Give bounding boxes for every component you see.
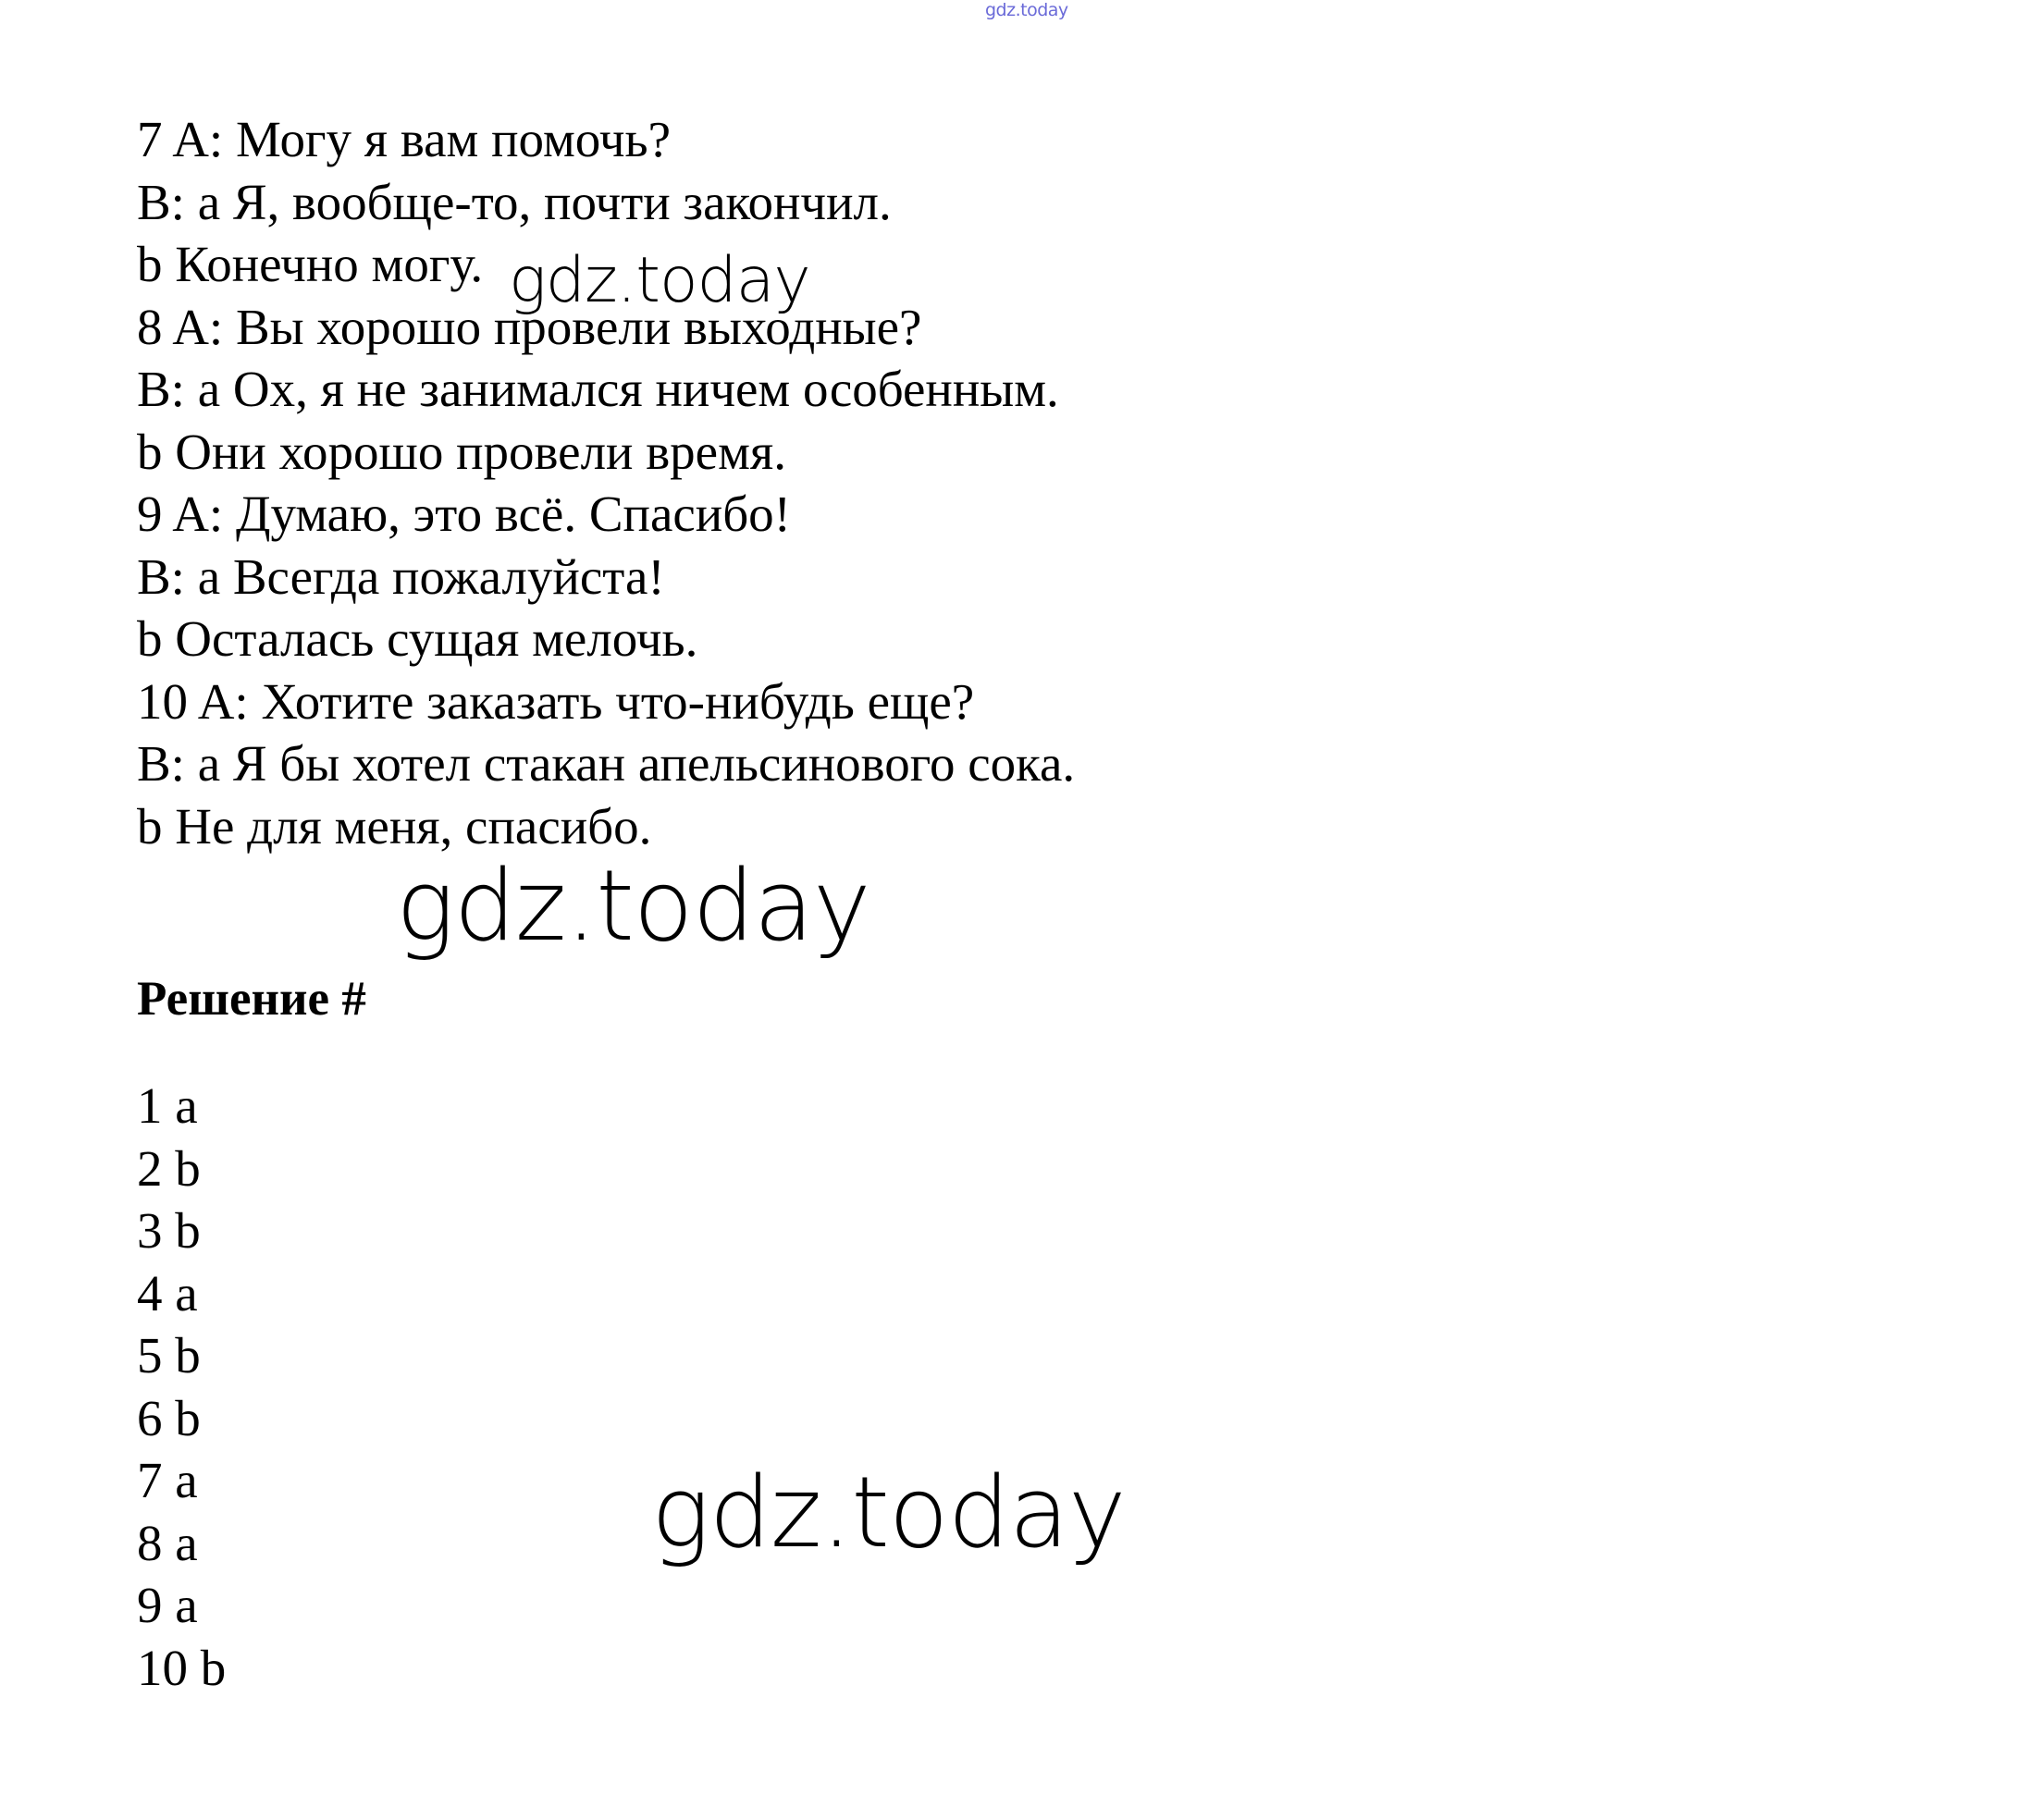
watermark: gdz.today — [396, 849, 870, 963]
answer-item: 9 a — [137, 1577, 198, 1633]
answer-item: 6 b — [137, 1389, 201, 1446]
answer-item: 5 b — [137, 1327, 201, 1383]
dialogue-line: b Они хорошо провели время. — [137, 423, 786, 480]
answer-item: 1 a — [137, 1077, 198, 1134]
dialogue-line: 9 A: Думаю, это всё. Спасибо! — [137, 486, 791, 542]
watermark: gdz.today — [509, 244, 810, 317]
dialogue-line: B: a Я бы хотел стакан апельсинового сока. — [137, 735, 1076, 792]
answer-item: 8 a — [137, 1514, 198, 1571]
answer-list — [137, 1075, 226, 1699]
answer-item: 7 a — [137, 1452, 198, 1508]
answer-item: 2 b — [137, 1139, 201, 1197]
dialogue-line: 10 A: Хотите заказать что-нибудь еще? — [137, 672, 975, 730]
dialogue-line: B: a Ох, я не занимался ничем особенным. — [137, 361, 1059, 417]
answer-item: 3 b — [137, 1202, 201, 1259]
watermark: gdz.today — [651, 1456, 1126, 1569]
dialogue-line: b Не для меня, спасибо. — [137, 797, 652, 855]
site-mark-link[interactable]: gdz.today — [985, 0, 1068, 20]
dialogue-line: b Конечно могу. — [137, 236, 484, 292]
answer-item: 10 b — [137, 1639, 227, 1696]
dialogue-line: 8 A: Вы хорошо провели выходные? — [137, 298, 922, 355]
dialogue-list — [137, 108, 1075, 857]
dialogue-line: B: a Всегда пожалуйста! — [137, 547, 665, 605]
dialogue-line: 7 A: Могу я вам помочь? — [137, 111, 671, 167]
dialogue-line: B: a Я, вообще-то, почти закончил. — [137, 173, 892, 230]
dialogue-line: b Осталась сущая мелочь. — [137, 610, 698, 667]
solution-heading: Решение # — [137, 972, 366, 1026]
answer-item: 4 a — [137, 1264, 198, 1322]
